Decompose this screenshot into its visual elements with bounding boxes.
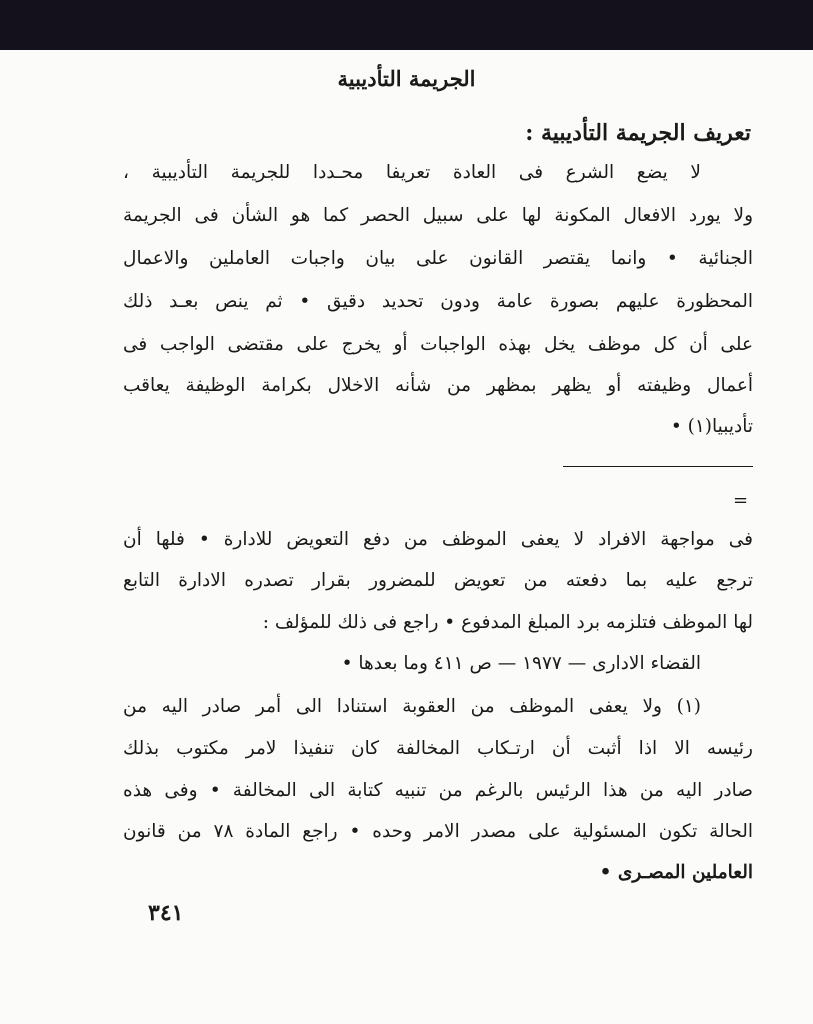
body-line: لا يضع الشرع فى العادة تعريفا محـددا للجريمة التأديبية ، (123, 162, 701, 183)
section-title: تعريف الجريمة التأديبية : (525, 120, 751, 146)
footnote-1-line: (١) ولا يعفى الموظف من العقوبة استنادا الى أمر صادر اليه من (123, 696, 701, 717)
body-line: الجنائية • وانما يقتصر القانون على بيان واجبات العاملين والاعمال (123, 248, 753, 269)
page-header: الجريمة التأديبية (337, 66, 476, 91)
footnote-separator (563, 466, 753, 467)
body-line: المحظورة عليهم بصورة عامة ودون تحديد دقيق • ثم ينص بعـد ذلك (123, 291, 753, 312)
body-line: أعمال وظيفته أو يظهر بمظهر من شأنه الاخلال بكرامة الوظيفة يعاقب (123, 375, 753, 396)
body-line: ولا يورد الافعال المكونة لها على سبيل الحصر كما هو الشأن فى الجريمة (123, 205, 753, 226)
body-line: تأديبيا(١) • (670, 416, 753, 437)
footnote-continuation-marker: = (733, 490, 749, 511)
footnote-line: فى مواجهة الافراد لا يعفى الموظف من دفع التعويض للادارة • فلها أن (123, 529, 753, 550)
footnote-1-line: الحالة تكون المسئولية على مصدر الامر وحده • راجع المادة ٧٨ من قانون (123, 821, 754, 842)
footnote-line: ترجع عليه بما دفعته من تعويض للمضرور بقرار تصدره الادارة التابع (123, 570, 753, 591)
body-line: على أن كل موظف يخل بهذه الواجبات أو يخرج على مقتضى الواجب فى (123, 334, 753, 355)
footnote-1-line: صادر اليه من هذا الرئيس بالرغم من تنبيه كتابة الى المخالفة • وفى هذه (123, 780, 753, 801)
footnote-1-line: رئيسه الا اذا أثبت أن ارتـكاب المخالفة كان تنفيذا لامر مكتوب بذلك (123, 738, 753, 759)
top-dark-band (0, 0, 813, 50)
page-number: ٣٤١ (148, 900, 184, 926)
footnote-line: القضاء الادارى — ١٩٧٧ — ص ٤١١ وما بعدها • (341, 653, 701, 674)
footnote-line: لها الموظف فتلزمه برد المبلغ المدفوع • راجع فى ذلك للمؤلف : (262, 612, 753, 633)
footnote-1-line: العاملين المصـرى • (599, 862, 753, 883)
